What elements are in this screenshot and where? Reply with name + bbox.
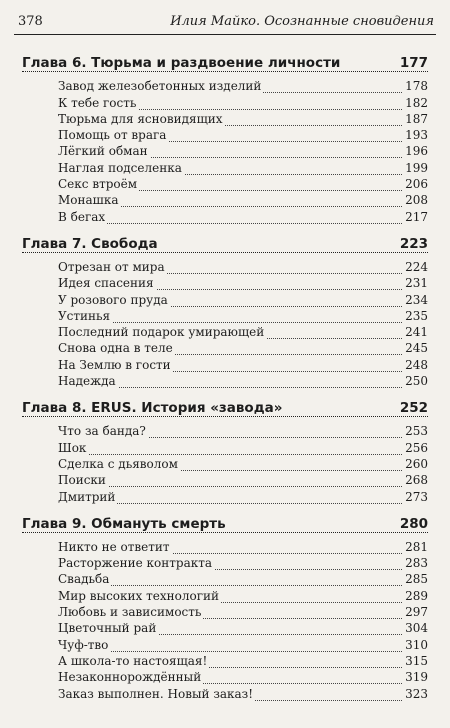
entry-title: На Землю в гости [58,357,171,372]
entry-page: 283 [405,556,428,571]
toc-entry [58,653,428,669]
chapter-heading [22,395,428,419]
dotted-leader [58,322,428,323]
dotted-leader [58,585,428,586]
entry-title: Идея спасения [58,276,154,291]
entry-page: 268 [405,473,428,488]
entry-page: 310 [405,637,428,652]
chapter-title: Глава 9. Обмануть смерть [22,515,226,532]
entry-page: 315 [405,653,428,668]
entry-title: Чуф-тво [58,637,109,652]
toc-entry [58,456,428,472]
entry-page: 289 [405,588,428,603]
entry-title: Надежда [58,374,116,389]
dotted-leader [58,651,428,652]
entry-title: Никто не ответит [58,539,170,554]
entry-page: 224 [405,259,428,274]
toc-entry [58,373,428,389]
entry-page: 273 [405,489,428,504]
toc-entry [58,340,428,356]
toc-entry [58,111,428,127]
toc-entry [58,356,428,372]
chapter-page: 252 [399,400,428,417]
entry-title: Секс втроём [58,177,138,192]
toc-entry [58,472,428,488]
entry-page: 319 [405,670,428,685]
dotted-leader [58,223,428,224]
entry-page: 178 [405,79,428,94]
toc-entry [58,192,428,208]
entry-title: Тюрьма для ясновидящих [58,111,223,126]
toc-entry [58,143,428,159]
entry-title: Цветочный рай [58,621,157,636]
toc-entry [58,587,428,603]
toc-entry [58,669,428,685]
chapter-entries [58,423,428,504]
toc-entry [58,308,428,324]
chapter-entries [58,259,428,389]
entry-title: Любовь и зависимость [58,605,202,620]
dotted-leader [58,486,428,487]
entry-page: 256 [405,440,428,455]
entry-title: Свадьба [58,572,110,587]
toc-entry [58,275,428,291]
entry-page: 285 [405,572,428,587]
chapter-page: 223 [399,235,428,252]
toc-entry [58,488,428,504]
toc-entry [58,439,428,455]
entry-page: 241 [405,325,428,340]
entry-title: Завод железобетонных изделий [58,79,262,94]
entry-title: Что за банда? [58,424,146,439]
entry-page: 297 [405,605,428,620]
dotted-leader [22,416,428,417]
entry-page: 182 [405,95,428,110]
toc-entry [58,324,428,340]
entry-title: У розового пруда [58,292,168,307]
entry-page: 199 [405,160,428,175]
chapter-entries [58,78,428,225]
toc-entry [58,636,428,652]
toc-entry [58,685,428,701]
toc-entry [58,620,428,636]
entry-page: 323 [405,686,428,701]
entry-title: Отрезан от мира [58,259,165,274]
dotted-leader [22,532,428,533]
chapter-title: Глава 7. Свобода [22,235,158,252]
entry-page: 245 [405,341,428,356]
chapter-title: Глава 8. ERUS. История «завода» [22,400,283,417]
entry-title: Поиски [58,473,106,488]
toc-entry [58,423,428,439]
toc-entry [58,94,428,110]
entry-page: 208 [405,193,428,208]
entry-title: Дмитрий [58,489,116,504]
entry-title: А школа-то настоящая! [58,653,208,668]
toc-entry [58,539,428,555]
toc-entry [58,176,428,192]
chapter-page: 177 [399,55,428,71]
entry-title: Расторжение контракта [58,556,213,571]
toc-entry [58,78,428,94]
entry-page: 231 [405,276,428,291]
entry-title: К тебе гость [58,95,137,110]
toc-entry [58,604,428,620]
entry-page: 250 [405,374,428,389]
toc-entry [58,208,428,224]
toc-entry [58,291,428,307]
entry-title: Мир высоких технологий [58,588,219,603]
entry-page: 304 [405,621,428,636]
dotted-leader [22,71,428,72]
running-title: Илия Майко. Осознанные сновидения [170,14,434,29]
chapter-heading [22,231,428,255]
entry-title: Устинья [58,308,111,323]
chapter-heading [22,50,428,74]
running-header [14,12,436,35]
entry-page: 196 [405,144,428,159]
entry-title: Монашка [58,193,119,208]
entry-title: Шок [58,440,87,455]
entry-title: Наглая подселенка [58,160,182,175]
entry-page: 217 [405,209,428,224]
entry-title: Заказ выполнен. Новый заказ! [58,686,254,701]
entry-title: Лёгкий обман [58,144,148,159]
dotted-leader [22,252,428,253]
entry-title: Помощь от врага [58,128,167,143]
entry-title: Сделка с дьяволом [58,456,178,471]
chapter-entries [58,539,428,702]
entry-page: 193 [405,128,428,143]
chapter-title: Глава 6. Тюрьма и раздвоение личности [22,55,341,71]
entry-page: 187 [405,111,428,126]
entry-title: Снова одна в теле [58,341,173,356]
toc-entry [58,555,428,571]
toc-entry [58,571,428,587]
chapter-page: 280 [399,515,428,532]
entry-page: 253 [405,424,428,439]
dotted-leader [58,454,428,455]
entry-title: Незаконнорождённый [58,670,202,685]
toc-entry [58,159,428,175]
entry-page: 235 [405,308,428,323]
toc-entry [58,259,428,275]
entry-page: 206 [405,177,428,192]
page-number: 378 [18,14,43,29]
toc-entry [58,127,428,143]
chapter-heading [22,511,428,535]
entry-page: 281 [405,539,428,554]
entry-title: В бегах [58,209,106,224]
entry-page: 248 [405,357,428,372]
entry-title: Последний подарок умирающей [58,325,265,340]
table-of-contents [22,50,428,708]
entry-page: 260 [405,456,428,471]
entry-page: 234 [405,292,428,307]
